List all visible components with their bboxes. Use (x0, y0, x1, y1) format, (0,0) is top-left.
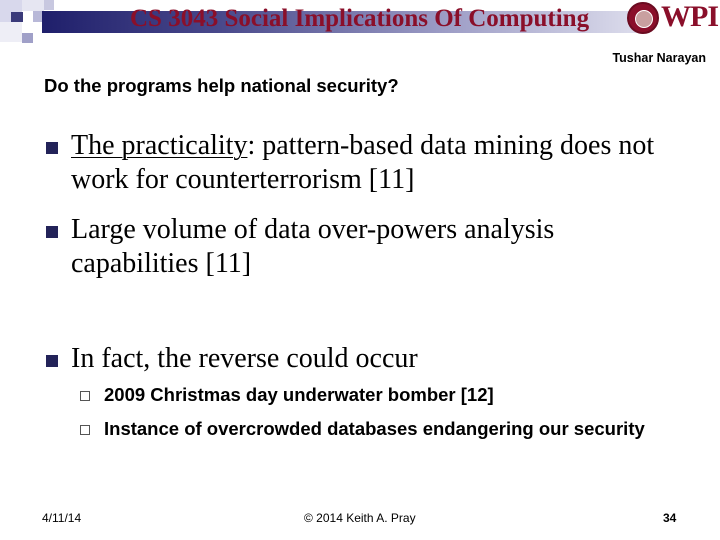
footer-date: 4/11/14 (42, 511, 82, 525)
square-bullet-icon (46, 226, 58, 238)
decor-square (22, 33, 33, 43)
bullet-item (44, 342, 684, 376)
seal-icon (627, 2, 659, 34)
sub-bullet-text: 2009 Christmas day underwater bomber [12] (104, 384, 494, 405)
square-bullet-icon (46, 142, 58, 154)
bullet-text: In fact, the reverse could occur (71, 343, 418, 374)
bullet-item (44, 213, 684, 281)
bullet-lead: The practicality (71, 130, 248, 161)
bullet-text: Large volume of data over-powers analysis capabilities [11] (71, 214, 555, 279)
author-name: Tushar Narayan (612, 51, 706, 65)
bullet-text: : pattern-based data mining does not work for counterterrorism [11] (71, 130, 655, 195)
bullet-item (44, 129, 684, 197)
course-title: CS 3043 Social Implications Of Computing (130, 5, 590, 32)
sub-bullet-item (80, 416, 680, 442)
decor-square (0, 22, 22, 42)
hollow-square-bullet-icon (80, 425, 90, 435)
decor-square (11, 12, 23, 22)
sub-bullet-text: Instance of overcrowded databases endangering our security (104, 418, 645, 439)
square-bullet-icon (46, 355, 58, 367)
decor-square (22, 0, 44, 11)
page-number: 34 (663, 511, 677, 525)
footer-copyright: © 2014 Keith A. Pray (304, 511, 416, 525)
decor-square (44, 0, 54, 10)
slide-title: Do the programs help national security? (44, 75, 399, 96)
wpi-logo (627, 2, 717, 38)
logo-text: WPI (661, 0, 718, 33)
sub-bullet-item (80, 382, 680, 408)
hollow-square-bullet-icon (80, 391, 90, 401)
